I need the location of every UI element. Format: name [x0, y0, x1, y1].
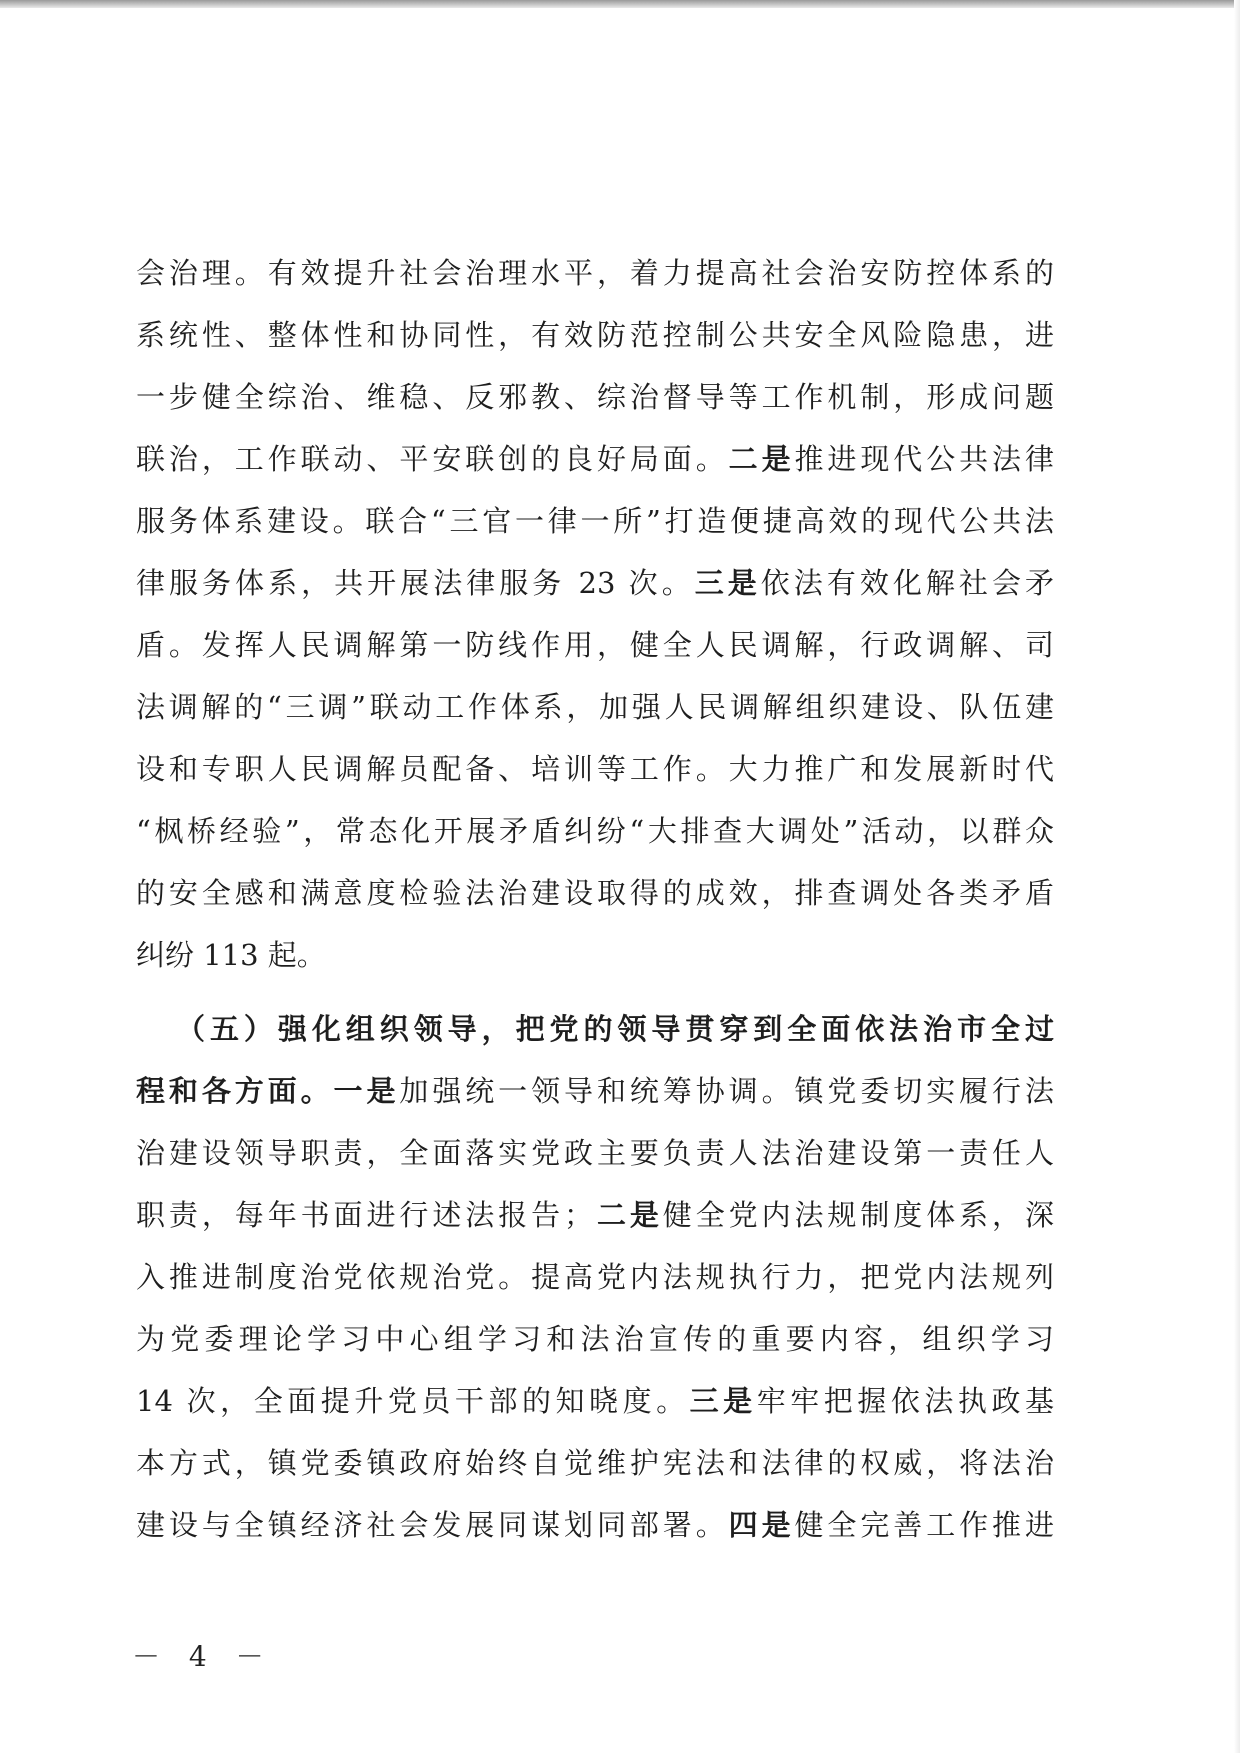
text-line: [136, 552, 1054, 614]
text-run: 一步健全综治、维稳、反邪教、综治督导等工作机制，形成问题: [136, 380, 1054, 414]
text-line: [136, 1122, 1054, 1184]
bold-text-run: （五）强化组织领导，把党的领导贯穿到全面依法治市全过: [176, 1012, 1054, 1046]
bold-text-run: 程和各方面。: [136, 1074, 334, 1108]
text-line: [136, 1308, 1054, 1370]
text-line: [136, 1370, 1054, 1432]
text-run: 推进现代公共法律: [794, 442, 1054, 476]
text-run: 为党委理论学习中心组学习和法治宣传的重要内容，组织学习: [136, 1322, 1054, 1356]
text-line: [136, 862, 1054, 924]
page-number: － 4 －: [132, 1640, 274, 1673]
text-run: 法调解的“三调”联动工作体系，加强人民调解组织建设、队伍建: [136, 690, 1054, 724]
text-run: 服务体系建设。联合“三官一律一所”打造便捷高效的现代公共法: [136, 504, 1054, 538]
text-line: [136, 242, 1054, 304]
text-line: [136, 800, 1054, 862]
bold-text-run: 三是: [689, 1384, 757, 1418]
paragraph-gap: [136, 986, 1054, 998]
bold-text-run: 二是: [728, 442, 795, 476]
scan-top-border: [0, 0, 1240, 8]
paragraph-social-governance: [136, 242, 1054, 986]
text-run: 14 次，全面提升党员干部的知晓度。: [136, 1384, 690, 1418]
text-line: [136, 366, 1054, 428]
bold-text-run: 二是: [593, 1198, 663, 1232]
bold-text-run: 四是: [728, 1508, 795, 1542]
text-run: 系统性、整体性和协同性，有效防范控制公共安全风险隐患，进: [136, 318, 1054, 352]
text-line: [136, 1246, 1054, 1308]
text-run: 会治理。有效提升社会治理水平，着力提高社会治安防控体系的: [136, 256, 1054, 290]
paragraph-party-leadership: [136, 998, 1054, 1556]
bold-text-run: 三是: [694, 566, 761, 600]
bold-text-run: 一是: [333, 1074, 400, 1108]
text-run: 入推进制度治党依规治党。提高党内法规执行力，把党内法规列: [136, 1260, 1054, 1294]
text-run: 纠纷 113 起。: [136, 938, 326, 972]
text-line: [136, 924, 1054, 986]
text-line: [136, 1060, 1054, 1122]
text-line: [136, 738, 1054, 800]
text-run: 牢牢把握依法执政基: [756, 1384, 1054, 1418]
text-run: 健全党内法规制度体系，深: [662, 1198, 1054, 1232]
text-run: 治建设领导职责，全面落实党政主要负责人法治建设第一责任人: [136, 1136, 1054, 1170]
text-line: [136, 998, 1054, 1060]
text-run: 职责，每年书面进行述法报告；: [136, 1198, 594, 1232]
text-run: 设和专职人民调解员配备、培训等工作。大力推广和发展新时代: [136, 752, 1054, 786]
text-run: 联治，工作联动、平安联创的良好局面。: [136, 442, 729, 476]
text-line: [136, 614, 1054, 676]
text-run: 盾。发挥人民调解第一防线作用，健全人民调解，行政调解、司: [136, 628, 1054, 662]
text-line: [136, 428, 1054, 490]
text-run: 健全完善工作推进: [794, 1508, 1054, 1542]
text-line: [136, 1494, 1054, 1556]
text-run: 律服务体系，共开展法律服务 23 次。: [136, 566, 695, 600]
text-line: [136, 1184, 1054, 1246]
text-line: [136, 1432, 1054, 1494]
text-run: 依法有效化解社会矛: [760, 566, 1054, 600]
text-run: “枫桥经验”，常态化开展矛盾纠纷“大排查大调处”活动，以群众: [136, 814, 1054, 848]
text-run: 的安全感和满意度检验法治建设取得的成效，排查调处各类矛盾: [136, 876, 1054, 910]
text-line: [136, 490, 1054, 552]
text-line: [136, 304, 1054, 366]
text-run: 建设与全镇经济社会发展同谋划同部署。: [136, 1508, 729, 1542]
text-run: 加强统一领导和统筹协调。镇党委切实履行法: [399, 1074, 1054, 1108]
scan-right-edge: [1234, 0, 1240, 1753]
body-text: [136, 242, 1054, 1556]
text-line: [136, 676, 1054, 738]
text-run: 本方式，镇党委镇政府始终自觉维护宪法和法律的权威，将法治: [136, 1446, 1054, 1480]
